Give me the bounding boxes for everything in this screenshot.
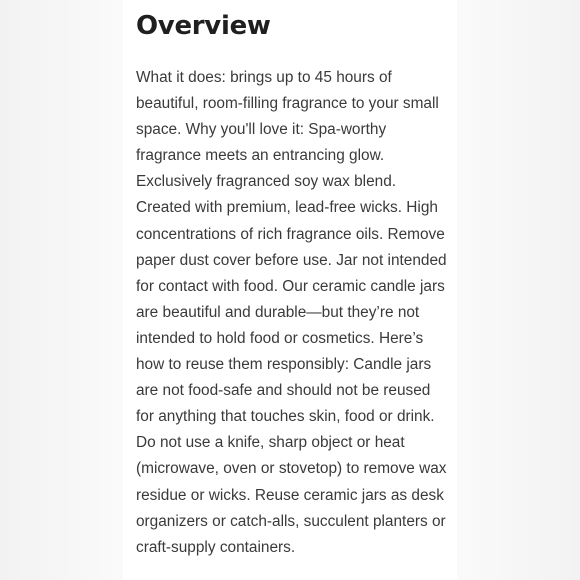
blurred-background-left — [0, 0, 124, 580]
blurred-background-right — [456, 0, 580, 580]
overview-description: What it does: brings up to 45 hours of beautiful, room-filling fragrance to your small space. Why you'll love it: Spa-worthy fragrance meets an entrancing glow. Exclusively fragranced soy wax blend. Created with premium, lead-free wicks. High concentrations of rich fragrance oils. Remove paper dust cover before use. Jar not intended for contact with food. Our ceramic candle jars are beautiful and durable—but they’re not intended to hold food or cosmetics. Here’s how to reuse them responsibly: Candle jars are not food-safe and should not be reused for anything that touches skin, food or drink. Do not use a knife, sharp object or heat (microwave, oven or stovetop) to remove wax residue or wicks. Reuse ceramic jars as desk organizers or catch-alls, succulent planters or craft-supply containers. — [136, 69, 447, 556]
overview-heading: Overview — [136, 11, 271, 41]
